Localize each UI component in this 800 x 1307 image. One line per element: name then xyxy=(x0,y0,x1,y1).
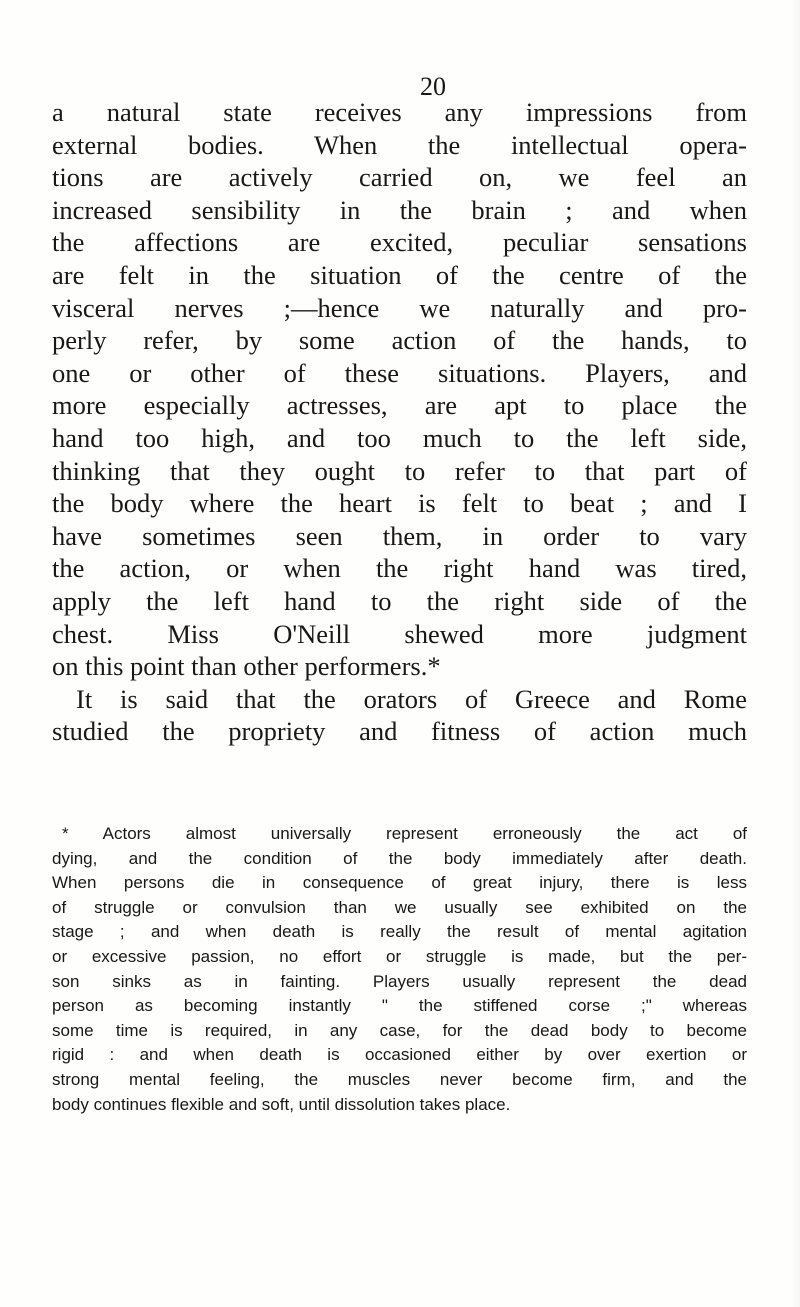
page-edge-shadow xyxy=(790,0,800,1307)
body-line: It is said that the orators of Greece and Rome xyxy=(76,683,747,714)
footnote xyxy=(52,822,747,1117)
body-line: external bodies. When the intellectual opera- xyxy=(52,129,747,160)
body-line: one or other of these situations. Players, and xyxy=(52,357,747,388)
body-line: the body where the heart is felt to beat ; and I xyxy=(52,488,747,519)
body-line: the action, or when the right hand was tired, xyxy=(52,553,747,584)
body-line: on this point than other performers.* xyxy=(52,651,441,682)
body-line: more especially actresses, are apt to place the xyxy=(52,390,747,421)
footnote-line: of struggle or convulsion than we usually see exhibited on the xyxy=(52,897,747,917)
body-line: a natural state receives any impressions from xyxy=(52,97,747,127)
body-line: studied the propriety and fitness of action much xyxy=(52,716,747,747)
body-text xyxy=(52,96,747,748)
footnote-line: body continues flexible and soft, until dissolution takes place. xyxy=(52,1094,511,1114)
footnote-line: rigid : and when death is occasioned either by over exertion or xyxy=(52,1045,747,1065)
page-number: 20 xyxy=(420,72,446,101)
body-line: chest. Miss O'Neill shewed more judgment xyxy=(52,618,747,649)
body-line: perly refer, by some action of the hands, to xyxy=(52,325,747,356)
body-line: visceral nerves ;—hence we naturally and pro- xyxy=(52,292,747,323)
body-line: tions are actively carried on, we feel an xyxy=(52,162,747,193)
footnote-line: or excessive passion, no effort or struggle is made, but the per- xyxy=(52,946,747,966)
body-line: thinking that they ought to refer to that part of xyxy=(52,455,747,486)
footnote-line: stage ; and when death is really the result of mental agitation xyxy=(52,922,747,942)
footnote-line: person as becoming instantly " the stiffened corse ;" whereas xyxy=(52,996,747,1016)
footnote-line: dying, and the condition of the body immediately after death. xyxy=(52,848,747,868)
body-line: are felt in the situation of the centre of the xyxy=(52,259,747,290)
body-line: the affections are excited, peculiar sensations xyxy=(52,227,747,258)
footnote-line: strong mental feeling, the muscles never become firm, and the xyxy=(52,1069,747,1089)
footnote-line: When persons die in consequence of great injury, there is less xyxy=(52,873,747,893)
body-line: increased sensibility in the brain ; and when xyxy=(52,194,747,225)
footnote-line: * Actors almost universally represent erroneously the act of xyxy=(62,824,747,843)
body-line: have sometimes seen them, in order to vary xyxy=(52,520,747,551)
body-line: hand too high, and too much to the left side, xyxy=(52,422,747,453)
footnote-line: son sinks as in fainting. Players usually represent the dead xyxy=(52,971,747,991)
footnote-line: some time is required, in any case, for the dead body to become xyxy=(52,1020,747,1040)
body-line: apply the left hand to the right side of the xyxy=(52,585,747,616)
